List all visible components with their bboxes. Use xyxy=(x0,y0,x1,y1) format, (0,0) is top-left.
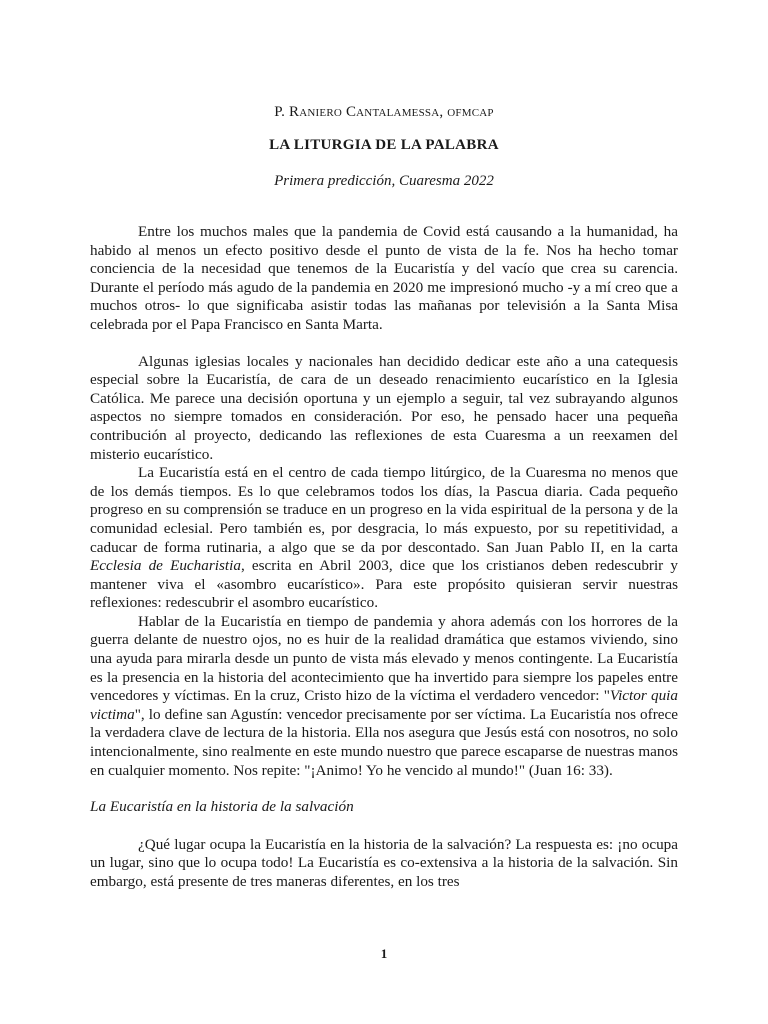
paragraph-2: Algunas iglesias locales y nacionales han decidido dedicar este año a una catequesis especial sobre la Eucaristía, de cara de un deseado renacimiento eucarístico en la Iglesia Católica. Me parece una decisión oportuna y un ejemplo a seguir, tal vez subrayando algunos aspectos no siempre tomados en consideración. Por eso, he pensado hacer una pequeña contribución al proyecto, dedicando las reflexiones de esta Cuaresma a un reexamen del misterio eucarístico. xyxy=(90,352,678,463)
author-prefix: P. xyxy=(274,104,290,120)
document-page xyxy=(90,0,678,1024)
paragraph-4-quote: Victor quia victima xyxy=(90,687,678,723)
paragraph-4 xyxy=(90,613,678,780)
paragraph-5: ¿Qué lugar ocupa la Eucaristía en la historia de la salvación? La respuesta es: ¡no ocupa un lugar, sino que lo ocupa todo! La Eucaristía es co-extensiva a la historia de la salvación. Sin embargo, está presente de tres maneras diferentes, en los tres xyxy=(90,835,678,890)
author-name: Raniero Cantalamessa xyxy=(289,104,440,120)
document-body xyxy=(90,223,678,892)
paragraph-1: Entre los muchos males que la pandemia de Covid está causando a la humanidad, ha habido al menos un efecto positivo desde el punto de vista de la fe. Nos ha hecho tomar conciencia de la necesidad que tenemos de la Eucaristía y del vacío que crea su carencia. Durante el período más agudo de la pandemia en 2020 me impresionó mucho -y a mí creo que a muchos otros- lo que significaba asistir todas las mañanas por televisión a la Santa Misa celebrada por el Papa Francisco en Santa Marta. xyxy=(90,223,678,333)
section-heading: La Eucaristía en la historia de la salvación xyxy=(90,798,354,816)
paragraph-4-text-b: ", lo define san Agustín: vencedor precisamente por ser víctima. La Eucaristía nos ofrece la verdadera clave de lectura de la historia. Ella nos asegura que Jesús está con nosotros, no solo intencionalmente, sino realmente en este mundo nuestro que parece escaparse de nuestras manos en cualquier momento. Nos repite: "¡Animo! Yo he vencido al mundo!" (Juan 16: 33). xyxy=(90,705,678,779)
paragraph-3-text-b: , escrita en Abril 2003, dice que los cristianos deben redescubrir y mantener viva el «asombro eucarístico». Para este propósito quisieran servir nuestras reflexiones: redescubrir el asombro eucarístico. xyxy=(90,557,678,612)
paragraph-3-citation: Ecclesia de Eucharistia xyxy=(90,557,241,575)
author-line xyxy=(90,104,678,121)
paragraph-4-text-a: Hablar de la Eucaristía en tiempo de pandemia y ahora además con los horrores de la guerra delante de nuestro ojos, no es huir de la realidad dramática que estamos viviendo, sino una ayuda para mirarla desde un punto de vista más elevado y menos contingente. La Eucaristía es la presencia en la historia del acontecimiento que ha invertido para siempre los papeles entre vencedores y víctimas. En la cruz, Cristo hizo de la víctima el verdadero vencedor: " xyxy=(90,612,678,705)
page-number: 1 xyxy=(380,946,388,961)
author-order: , ofmcap xyxy=(439,104,494,120)
document-subtitle: Primera predicción, Cuaresma 2022 xyxy=(274,173,494,189)
document-title: LA LITURGIA DE LA PALABRA xyxy=(269,137,499,153)
paragraph-3 xyxy=(90,464,678,613)
paragraph-3-text-a: La Eucaristía está en el centro de cada tiempo litúrgico, de la Cuaresma no menos que de los demás tiempos. Es lo que celebramos todos los días, la Pascua diaria. Cada pequeño progreso en su comprensión se traduce en un progreso en la vida espiritual de la persona y de la comunidad eclesial. Pero también es, por desgracia, lo más expuesto, por su repetitividad, a caducar de forma rutinaria, a algo que se da por descontado. San Juan Pablo II, en la carta xyxy=(90,464,678,556)
